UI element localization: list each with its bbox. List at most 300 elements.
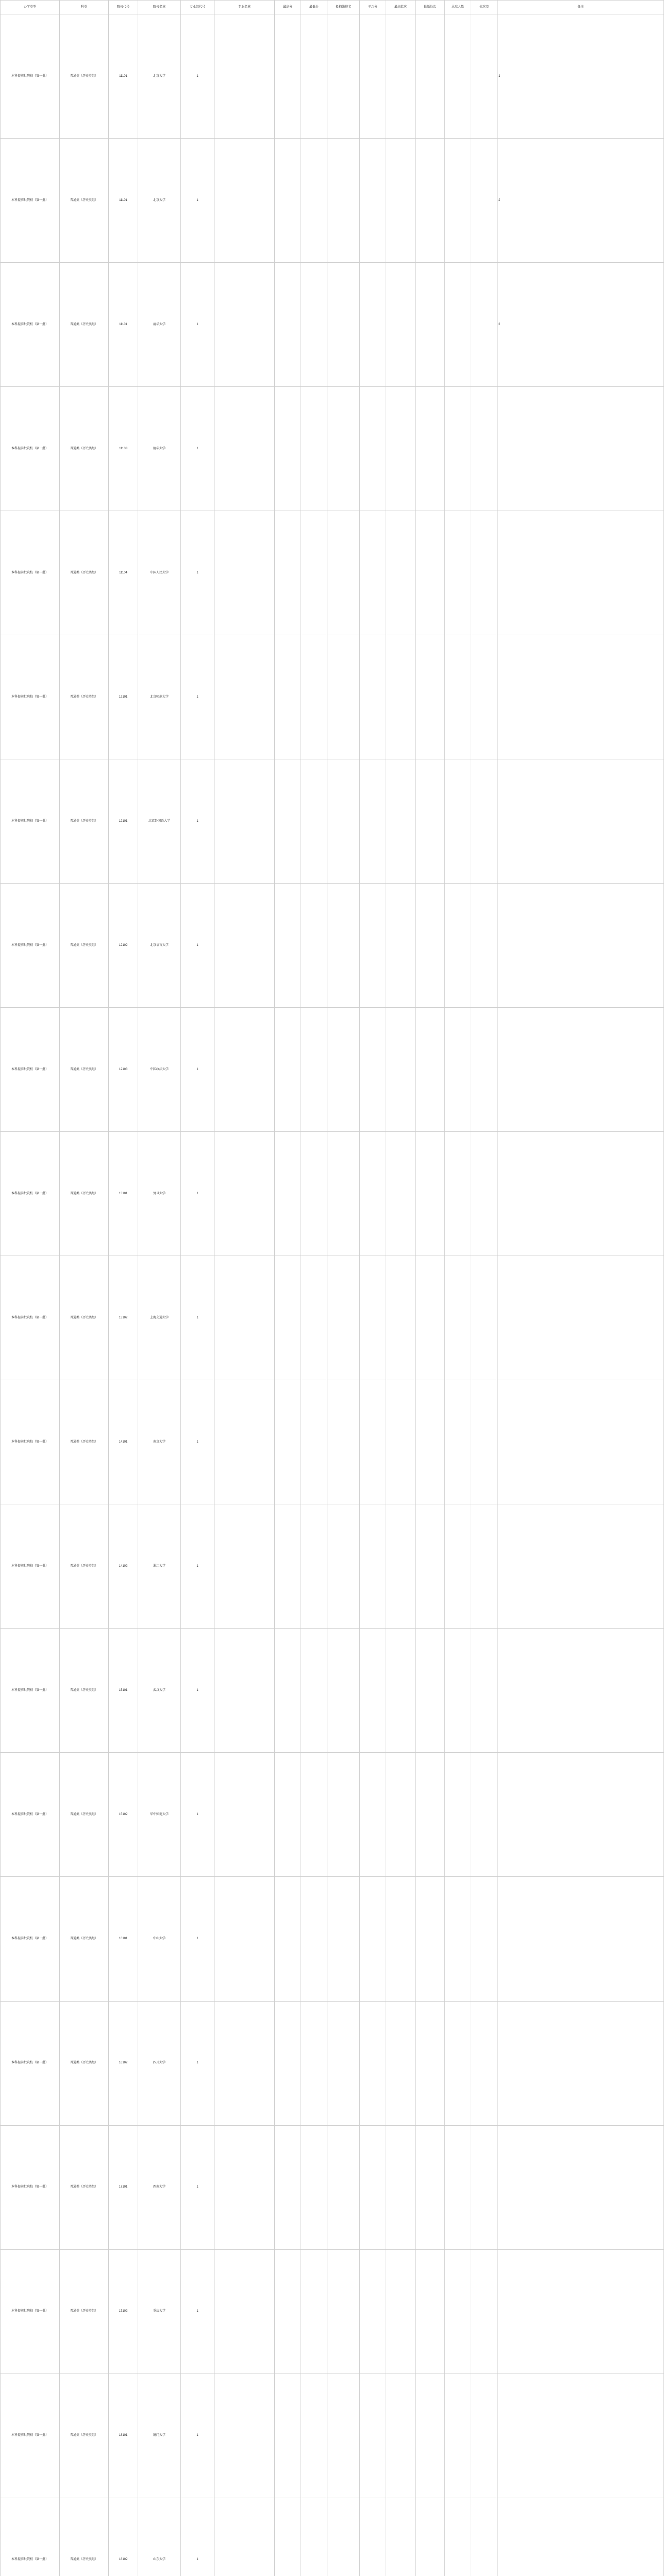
table-cell: 本科提前批院校（第一批） bbox=[1, 2125, 60, 2249]
table-cell bbox=[471, 2249, 497, 2374]
table-cell bbox=[301, 1629, 327, 1753]
header-note: 备注 bbox=[497, 1, 664, 14]
table-cell: 本科提前批院校（第一批） bbox=[1, 2001, 60, 2125]
table-cell bbox=[497, 2374, 664, 2498]
table-cell bbox=[301, 139, 327, 263]
table-cell bbox=[301, 2125, 327, 2249]
table-cell: 18101 bbox=[109, 2374, 138, 2498]
table-row bbox=[1, 1629, 664, 1753]
table-cell bbox=[275, 2001, 301, 2125]
table-cell bbox=[275, 2498, 301, 2576]
table-cell bbox=[327, 884, 360, 1008]
table-cell bbox=[327, 1629, 360, 1753]
table-cell bbox=[416, 759, 445, 884]
table-body bbox=[1, 14, 664, 2576]
table-cell: 17101 bbox=[109, 2125, 138, 2249]
table-cell bbox=[275, 2374, 301, 2498]
table-cell: 本科提前批院校（第一批） bbox=[1, 14, 60, 139]
table-cell bbox=[497, 1877, 664, 2001]
table-cell bbox=[497, 1504, 664, 1629]
table-cell bbox=[301, 14, 327, 139]
table-cell: 本科提前批院校（第一批） bbox=[1, 1008, 60, 1132]
table-cell bbox=[416, 511, 445, 635]
table-cell: 普通类（历史类组） bbox=[60, 14, 109, 139]
table-cell bbox=[360, 263, 386, 387]
table-cell bbox=[445, 1504, 471, 1629]
table-cell bbox=[416, 2374, 445, 2498]
table-cell: 1 bbox=[181, 1008, 214, 1132]
table-cell: 1 bbox=[181, 759, 214, 884]
table-cell: 1 bbox=[181, 2001, 214, 2125]
table-cell: 11104 bbox=[109, 511, 138, 635]
table-cell bbox=[497, 635, 664, 759]
table-cell: 本科提前批院校（第一批） bbox=[1, 511, 60, 635]
table-row bbox=[1, 2374, 664, 2498]
table-cell: 16101 bbox=[109, 1877, 138, 2001]
table-cell bbox=[301, 1008, 327, 1132]
table-cell: 12102 bbox=[109, 884, 138, 1008]
table-cell: 中国政法大学 bbox=[138, 1008, 181, 1132]
table-cell bbox=[445, 2374, 471, 2498]
table-cell bbox=[471, 1753, 497, 1877]
table-cell: 普通类（历史类组） bbox=[60, 1380, 109, 1504]
table-cell: 普通类（历史类组） bbox=[60, 884, 109, 1008]
table-cell bbox=[360, 1132, 386, 1256]
table-cell bbox=[214, 2249, 275, 2374]
table-cell bbox=[416, 263, 445, 387]
table-cell bbox=[497, 2125, 664, 2249]
table-cell bbox=[214, 387, 275, 511]
header-school-code: 院校代号 bbox=[109, 1, 138, 14]
table-cell bbox=[416, 2125, 445, 2249]
table-cell bbox=[301, 511, 327, 635]
table-cell bbox=[386, 1132, 416, 1256]
table-cell bbox=[360, 2125, 386, 2249]
table-cell: 1 bbox=[181, 1132, 214, 1256]
header-min-score: 最低分 bbox=[301, 1, 327, 14]
table-cell: 上海交通大学 bbox=[138, 1256, 181, 1380]
table-cell bbox=[275, 2249, 301, 2374]
table-cell bbox=[301, 884, 327, 1008]
table-cell: 1 bbox=[181, 2374, 214, 2498]
table-cell bbox=[327, 1256, 360, 1380]
table-cell bbox=[301, 759, 327, 884]
table-cell bbox=[275, 1629, 301, 1753]
header-school-type: 办学类型 bbox=[1, 1, 60, 14]
table-cell bbox=[275, 2125, 301, 2249]
table-cell bbox=[471, 1380, 497, 1504]
table-cell: 北京语言大学 bbox=[138, 884, 181, 1008]
table-cell: 1 bbox=[181, 2125, 214, 2249]
table-row bbox=[1, 1008, 664, 1132]
table-row bbox=[1, 139, 664, 263]
table-row bbox=[1, 1132, 664, 1256]
table-cell bbox=[445, 139, 471, 263]
table-cell bbox=[360, 1380, 386, 1504]
table-cell bbox=[471, 1877, 497, 2001]
table-cell bbox=[471, 1629, 497, 1753]
table-cell: 本科提前批院校（第一批） bbox=[1, 635, 60, 759]
table-cell bbox=[386, 511, 416, 635]
table-cell bbox=[497, 2249, 664, 2374]
table-cell bbox=[275, 139, 301, 263]
table-cell bbox=[386, 2001, 416, 2125]
table-cell: 1 bbox=[181, 884, 214, 1008]
table-cell bbox=[327, 2001, 360, 2125]
table-cell bbox=[214, 2374, 275, 2498]
table-cell bbox=[360, 2498, 386, 2576]
table-row bbox=[1, 2125, 664, 2249]
table-cell: 普通类（历史类组） bbox=[60, 387, 109, 511]
table-cell bbox=[445, 884, 471, 1008]
table-cell bbox=[275, 759, 301, 884]
table-cell bbox=[497, 1256, 664, 1380]
table-cell: 本科提前批院校（第一批） bbox=[1, 139, 60, 263]
table-cell bbox=[327, 387, 360, 511]
table-cell: 本科提前批院校（第一批） bbox=[1, 1629, 60, 1753]
table-cell bbox=[471, 1504, 497, 1629]
table-cell bbox=[386, 1753, 416, 1877]
table-cell: 1 bbox=[181, 2249, 214, 2374]
header-max-score: 最高分 bbox=[275, 1, 301, 14]
table-cell: 西南大学 bbox=[138, 2125, 181, 2249]
table-cell bbox=[416, 884, 445, 1008]
table-cell: 12101 bbox=[109, 635, 138, 759]
table-cell: 1 bbox=[181, 1753, 214, 1877]
table-cell bbox=[214, 2125, 275, 2249]
table-cell bbox=[214, 1008, 275, 1132]
table-cell bbox=[445, 1132, 471, 1256]
table-cell bbox=[275, 1753, 301, 1877]
table-cell bbox=[497, 759, 664, 884]
table-cell: 本科提前批院校（第一批） bbox=[1, 1877, 60, 2001]
table-cell: 普通类（历史类组） bbox=[60, 1256, 109, 1380]
table-cell: 中山大学 bbox=[138, 1877, 181, 2001]
table-cell bbox=[445, 2498, 471, 2576]
table-cell bbox=[416, 1380, 445, 1504]
table-cell bbox=[471, 2374, 497, 2498]
table-cell bbox=[497, 1380, 664, 1504]
table-cell: 重庆大学 bbox=[138, 2249, 181, 2374]
table-cell bbox=[386, 1629, 416, 1753]
table-cell bbox=[471, 759, 497, 884]
table-row bbox=[1, 884, 664, 1008]
table-cell bbox=[471, 1008, 497, 1132]
table-row bbox=[1, 1380, 664, 1504]
table-cell: 北京大学 bbox=[138, 139, 181, 263]
table-cell bbox=[497, 1008, 664, 1132]
table-cell bbox=[471, 1132, 497, 1256]
table-cell bbox=[445, 2125, 471, 2249]
table-cell bbox=[214, 263, 275, 387]
table-cell: 普通类（历史类组） bbox=[60, 1132, 109, 1256]
table-cell bbox=[497, 2498, 664, 2576]
table-cell: 18102 bbox=[109, 2498, 138, 2576]
table-cell bbox=[301, 2001, 327, 2125]
table-cell bbox=[275, 884, 301, 1008]
table-cell bbox=[327, 511, 360, 635]
table-cell: 1 bbox=[181, 139, 214, 263]
table-cell bbox=[214, 1380, 275, 1504]
table-cell bbox=[497, 1629, 664, 1753]
table-row bbox=[1, 511, 664, 635]
table-cell: 1 bbox=[181, 635, 214, 759]
table-cell bbox=[327, 2498, 360, 2576]
table-cell bbox=[214, 2001, 275, 2125]
table-cell bbox=[275, 387, 301, 511]
table-cell bbox=[386, 14, 416, 139]
table-cell bbox=[360, 1877, 386, 2001]
table-cell bbox=[416, 1504, 445, 1629]
table-cell bbox=[497, 1753, 664, 1877]
table-row bbox=[1, 635, 664, 759]
table-cell: 11101 bbox=[109, 263, 138, 387]
table-cell: 普通类（历史类组） bbox=[60, 2374, 109, 2498]
table-row bbox=[1, 2249, 664, 2374]
table-cell bbox=[327, 139, 360, 263]
table-cell bbox=[275, 1132, 301, 1256]
table-cell: 四川大学 bbox=[138, 2001, 181, 2125]
header-average: 平均分 bbox=[360, 1, 386, 14]
table-cell bbox=[386, 2498, 416, 2576]
table-cell bbox=[471, 14, 497, 139]
table-cell bbox=[471, 263, 497, 387]
table-cell bbox=[301, 2249, 327, 2374]
table-cell bbox=[301, 1753, 327, 1877]
table-cell: 1 bbox=[181, 1504, 214, 1629]
table-cell bbox=[416, 1877, 445, 2001]
table-row bbox=[1, 1877, 664, 2001]
table-cell bbox=[275, 1380, 301, 1504]
table-cell bbox=[497, 2001, 664, 2125]
table-cell: 本科提前批院校（第一批） bbox=[1, 2498, 60, 2576]
header-min-rank: 最低位次 bbox=[416, 1, 445, 14]
table-cell bbox=[360, 1753, 386, 1877]
table-cell: 本科提前批院校（第一批） bbox=[1, 263, 60, 387]
table-cell bbox=[327, 2249, 360, 2374]
table-cell bbox=[214, 1629, 275, 1753]
table-cell bbox=[360, 511, 386, 635]
table-cell bbox=[360, 1629, 386, 1753]
table-row bbox=[1, 2498, 664, 2576]
table-cell: 17102 bbox=[109, 2249, 138, 2374]
table-cell: 13101 bbox=[109, 1132, 138, 1256]
table-cell: 南京大学 bbox=[138, 1380, 181, 1504]
table-cell bbox=[360, 139, 386, 263]
header-school-name: 院校名称 bbox=[138, 1, 181, 14]
table-cell bbox=[301, 2498, 327, 2576]
table-cell: 1 bbox=[181, 1877, 214, 2001]
table-cell: 普通类（历史类组） bbox=[60, 1008, 109, 1132]
table-cell bbox=[214, 759, 275, 884]
table-cell: 1 bbox=[181, 1380, 214, 1504]
table-cell: 3 bbox=[497, 263, 664, 387]
table-cell: 本科提前批院校（第一批） bbox=[1, 1753, 60, 1877]
table-cell: 本科提前批院校（第一批） bbox=[1, 759, 60, 884]
table-cell bbox=[445, 1380, 471, 1504]
table-cell bbox=[327, 1132, 360, 1256]
table-cell bbox=[445, 1256, 471, 1380]
table-cell: 北京师范大学 bbox=[138, 635, 181, 759]
table-cell bbox=[416, 2249, 445, 2374]
table-cell bbox=[360, 2001, 386, 2125]
table-cell bbox=[327, 14, 360, 139]
table-cell bbox=[275, 1008, 301, 1132]
table-cell bbox=[327, 2125, 360, 2249]
table-cell: 山东大学 bbox=[138, 2498, 181, 2576]
table-cell bbox=[471, 635, 497, 759]
table-cell bbox=[471, 2125, 497, 2249]
table-cell bbox=[497, 884, 664, 1008]
table-cell bbox=[360, 1504, 386, 1629]
table-cell: 普通类（历史类组） bbox=[60, 2249, 109, 2374]
table-cell: 16102 bbox=[109, 2001, 138, 2125]
table-cell bbox=[327, 263, 360, 387]
table-cell: 2 bbox=[497, 139, 664, 263]
table-cell: 本科提前批院校（第一批） bbox=[1, 2249, 60, 2374]
table-row bbox=[1, 1256, 664, 1380]
table-cell bbox=[416, 635, 445, 759]
table-cell: 1 bbox=[181, 387, 214, 511]
table-cell bbox=[275, 1877, 301, 2001]
table-cell bbox=[386, 1256, 416, 1380]
table-cell: 本科提前批院校（第一批） bbox=[1, 2374, 60, 2498]
table-cell: 本科提前批院校（第一批） bbox=[1, 387, 60, 511]
table-cell bbox=[416, 1132, 445, 1256]
table-cell: 本科提前批院校（第一批） bbox=[1, 1380, 60, 1504]
table-cell: 1 bbox=[181, 1256, 214, 1380]
table-cell bbox=[386, 1877, 416, 2001]
table-cell bbox=[275, 1256, 301, 1380]
table-cell bbox=[416, 14, 445, 139]
table-row bbox=[1, 1504, 664, 1629]
table-cell bbox=[416, 1256, 445, 1380]
table-cell: 普通类（历史类组） bbox=[60, 1629, 109, 1753]
table-cell bbox=[445, 263, 471, 387]
table-cell bbox=[327, 759, 360, 884]
table-cell bbox=[497, 1132, 664, 1256]
table-cell bbox=[360, 1256, 386, 1380]
table-cell bbox=[445, 635, 471, 759]
table-cell bbox=[471, 511, 497, 635]
table-cell bbox=[275, 1504, 301, 1629]
table-cell: 普通类（历史类组） bbox=[60, 511, 109, 635]
table-cell: 1 bbox=[181, 14, 214, 139]
table-cell bbox=[386, 2374, 416, 2498]
table-cell bbox=[275, 635, 301, 759]
table-cell bbox=[301, 263, 327, 387]
table-cell bbox=[327, 1380, 360, 1504]
table-cell: 普通类（历史类组） bbox=[60, 759, 109, 884]
table-cell bbox=[301, 1877, 327, 2001]
table-cell bbox=[360, 2374, 386, 2498]
table-cell bbox=[275, 263, 301, 387]
table-cell bbox=[327, 635, 360, 759]
table-cell: 1 bbox=[181, 1629, 214, 1753]
table-cell: 15102 bbox=[109, 1753, 138, 1877]
table-cell bbox=[445, 1877, 471, 2001]
table-cell: 北京大学 bbox=[138, 14, 181, 139]
table-cell: 普通类（历史类组） bbox=[60, 2125, 109, 2249]
table-cell bbox=[214, 14, 275, 139]
table-cell bbox=[386, 1380, 416, 1504]
table-cell bbox=[214, 1753, 275, 1877]
table-cell bbox=[445, 14, 471, 139]
table-cell: 普通类（历史类组） bbox=[60, 1753, 109, 1877]
table-cell bbox=[386, 2249, 416, 2374]
header-rank-diff: 位次差 bbox=[471, 1, 497, 14]
table-row bbox=[1, 1753, 664, 1877]
table-cell: 1 bbox=[497, 14, 664, 139]
table-cell: 14101 bbox=[109, 1380, 138, 1504]
table-row bbox=[1, 14, 664, 139]
table-cell bbox=[327, 2374, 360, 2498]
table-cell: 15101 bbox=[109, 1629, 138, 1753]
table-cell bbox=[386, 884, 416, 1008]
table-cell: 1 bbox=[181, 2498, 214, 2576]
table-cell bbox=[214, 511, 275, 635]
table-cell: 清华大学 bbox=[138, 263, 181, 387]
table-cell bbox=[471, 387, 497, 511]
table-cell bbox=[214, 2498, 275, 2576]
table-cell bbox=[301, 1132, 327, 1256]
table-cell: 普通类（历史类组） bbox=[60, 263, 109, 387]
table-cell: 华中师范大学 bbox=[138, 1753, 181, 1877]
table-cell: 12101 bbox=[109, 759, 138, 884]
table-cell bbox=[360, 635, 386, 759]
table-cell bbox=[416, 1753, 445, 1877]
header-group-code: 专业组代号 bbox=[181, 1, 214, 14]
table-cell: 北京外国语大学 bbox=[138, 759, 181, 884]
table-cell bbox=[214, 139, 275, 263]
table-cell bbox=[214, 1877, 275, 2001]
table-cell bbox=[445, 1008, 471, 1132]
table-cell bbox=[301, 1380, 327, 1504]
header-line-rank: 投档线排名 bbox=[327, 1, 360, 14]
table-cell bbox=[214, 1256, 275, 1380]
table-cell bbox=[275, 14, 301, 139]
table-cell bbox=[471, 884, 497, 1008]
table-cell bbox=[386, 759, 416, 884]
table-cell: 11101 bbox=[109, 139, 138, 263]
table-cell: 普通类（历史类组） bbox=[60, 139, 109, 263]
table-cell bbox=[471, 139, 497, 263]
table-cell: 本科提前批院校（第一批） bbox=[1, 884, 60, 1008]
table-cell: 复旦大学 bbox=[138, 1132, 181, 1256]
table-cell bbox=[301, 635, 327, 759]
table-cell bbox=[386, 1008, 416, 1132]
table-cell: 11103 bbox=[109, 387, 138, 511]
table-cell bbox=[301, 2374, 327, 2498]
table-cell bbox=[360, 14, 386, 139]
table-cell bbox=[386, 387, 416, 511]
table-cell bbox=[360, 1008, 386, 1132]
table-cell bbox=[471, 2498, 497, 2576]
table-cell bbox=[214, 884, 275, 1008]
table-cell: 1 bbox=[181, 263, 214, 387]
table-cell bbox=[416, 2498, 445, 2576]
table-cell bbox=[416, 1008, 445, 1132]
table-cell bbox=[445, 2249, 471, 2374]
table-row bbox=[1, 2001, 664, 2125]
table-cell: 1 bbox=[181, 511, 214, 635]
table-cell bbox=[471, 2001, 497, 2125]
header-admitted: 录取人数 bbox=[445, 1, 471, 14]
table-cell: 武汉大学 bbox=[138, 1629, 181, 1753]
table-row bbox=[1, 759, 664, 884]
table-cell bbox=[497, 387, 664, 511]
table-cell: 普通类（历史类组） bbox=[60, 2001, 109, 2125]
